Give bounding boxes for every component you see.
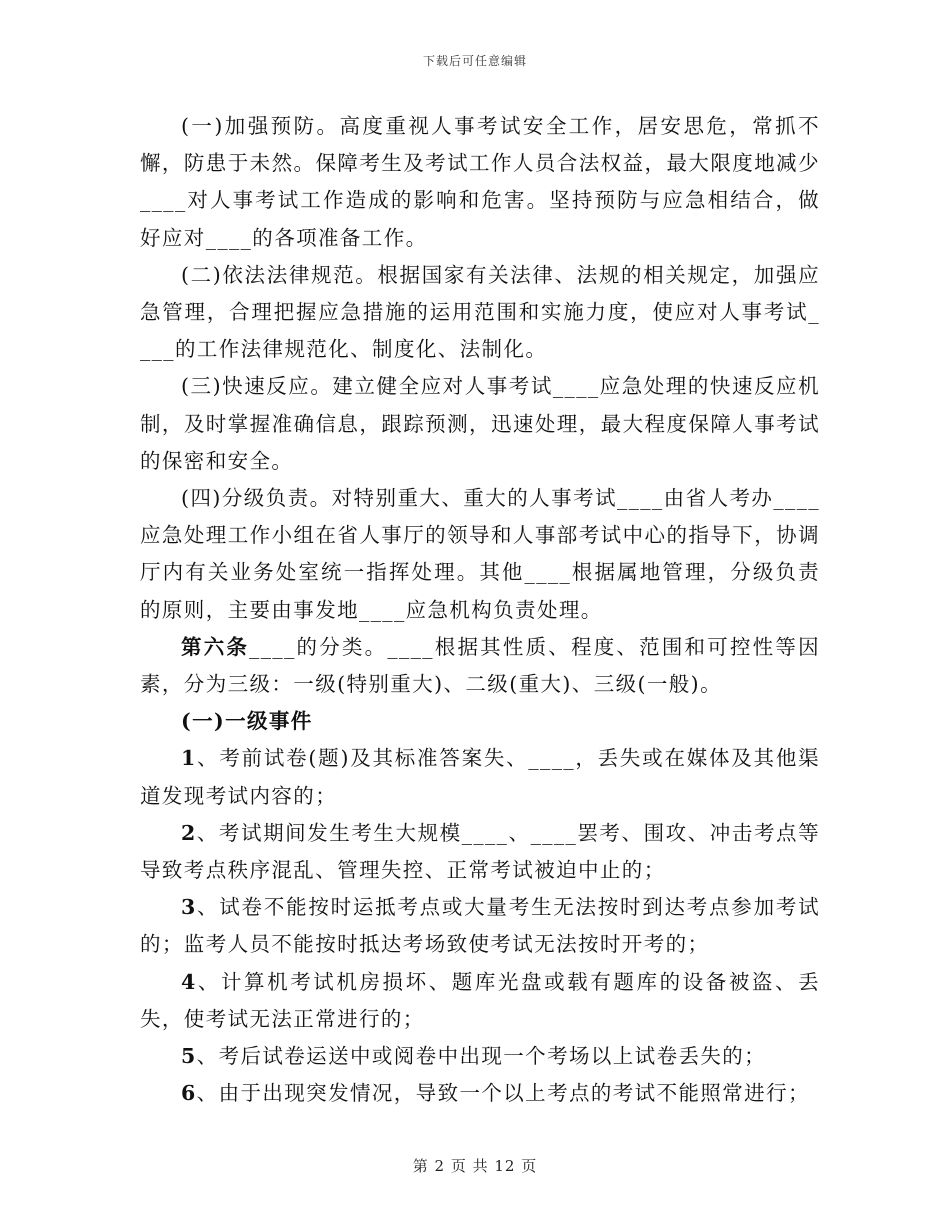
paragraph-legal xyxy=(140,257,820,369)
list-item xyxy=(140,1075,820,1112)
paragraph-response xyxy=(140,368,820,480)
paragraph-article-six xyxy=(140,629,820,703)
list-item-text: 、考前试卷(题)及其标准答案失、____，丢失或在媒体及其他渠道发现考试内容的； xyxy=(140,746,820,808)
list-number: 4 xyxy=(181,969,197,994)
list-number: 1 xyxy=(181,746,197,771)
list-number: 3 xyxy=(181,895,197,920)
paragraph-text: (三)快速反应。建立健全应对人事考试____应急处理的快速反应机制，及时掌握准确信息，跟踪预测，迅速处理，最大程度保障人事考试的保密和安全。 xyxy=(140,374,820,473)
paragraph-prevention xyxy=(140,108,820,257)
paragraph-text: (二)依法法律规范。根据国家有关法律、法规的相关规定，加强应急管理，合理把握应急措施的运用范围和实施力度，使应对人事考试____的工作法律规范化、制度化、法制化。 xyxy=(140,262,820,362)
paragraph-text: ____的分类。____根据其性质、程度、范围和可控性等因素，分为三级：一级(特别重大)、二级(重大)、三级(一般)。 xyxy=(140,634,820,697)
section-heading-level-one: (一)一级事件 xyxy=(181,709,313,734)
list-number: 5 xyxy=(181,1044,197,1069)
page-header: 下载后可任意编辑 xyxy=(422,54,527,68)
list-item xyxy=(140,889,820,963)
list-item xyxy=(140,740,820,814)
article-label: 第六条 xyxy=(181,634,250,659)
list-item xyxy=(140,964,820,1038)
list-number: 2 xyxy=(181,820,197,845)
list-item-text: 、考后试卷运送中或阅卷中出现一个考场以上试卷丢失的； xyxy=(196,1044,767,1069)
list-item xyxy=(140,815,820,889)
list-item xyxy=(140,1038,820,1075)
document-body xyxy=(140,108,820,1112)
list-item-text: 、计算机考试机房损坏、题库光盘或载有题库的设备被盗、丢失，使考试无法正常进行的； xyxy=(140,969,820,1031)
list-item-text: 、考试期间发生考生大规模____、____罢考、围攻、冲击考点等导致考点秩序混乱、管理失控、正常考试被迫中止的； xyxy=(140,820,820,883)
paragraph-hierarchy xyxy=(140,480,820,629)
paragraph-text: (一)加强预防。高度重视人事考试安全工作，居安思危，常抓不懈，防患于未然。保障考生及考试工作人员合法权益，最大限度地减少____对人事考试工作造成的影响和危害。坚持预防与应急相结合，做好应对____的各项准备工作。 xyxy=(140,114,820,250)
list-item-text: 、试卷不能按时运抵考点或大量考生无法按时到达考点参加考试的；监考人员不能按时抵达考场致使考试无法按时开考的； xyxy=(140,895,820,957)
page-number: 第 2 页 共 12 页 xyxy=(412,1157,538,1175)
list-number: 6 xyxy=(181,1081,197,1106)
paragraph-text: (四)分级负责。对特别重大、重大的人事考试____由省人考办____应急处理工作小组在省人事厅的领导和人事部考试中心的指导下，协调厅内有关业务处室统一指挥处理。其他____根据属地管理，分级负责的原则，主要由事发地____应急机构负责处理。 xyxy=(140,486,820,622)
list-item-text: 、由于出现突发情况，导致一个以上考点的考试不能照常进行； xyxy=(196,1081,810,1106)
